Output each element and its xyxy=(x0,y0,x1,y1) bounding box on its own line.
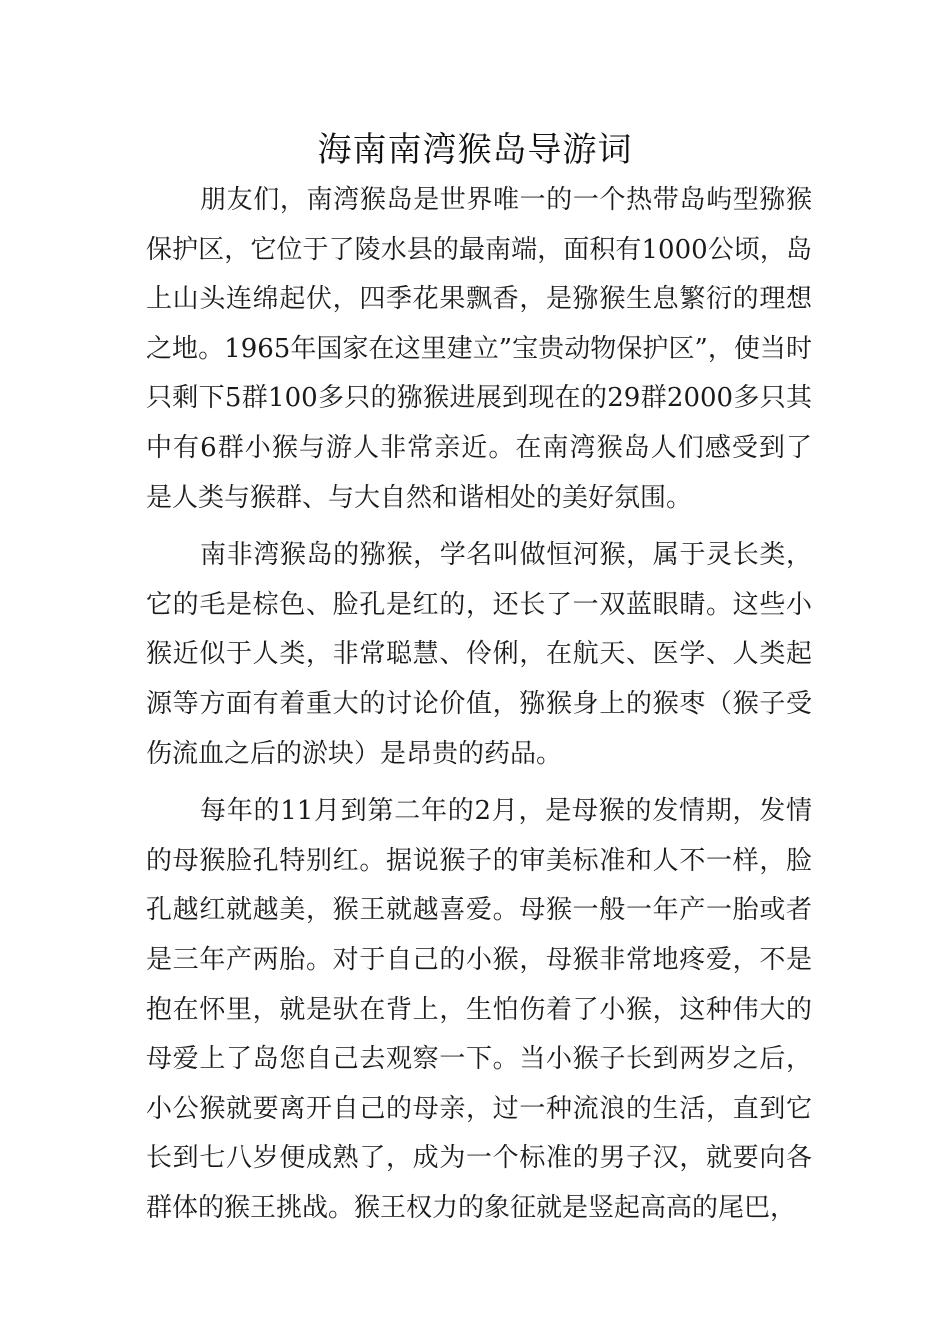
document-title: 海南南湾猴岛导游词 xyxy=(317,130,633,170)
paragraph-1: 朋友们，南湾猴岛是世界唯一的一个热带岛屿型猕猴保护区，它位于了陵水县的最南端，面积有1000公顷，岛上山头连绵起伏，四季花果飘香，是猕猴生息繁衍的理想之地。1965年国家在这里建立”宝贵动物保护区”，使当时只剩下5群100多只的猕猴进展到现在的29群2000多只其中有6群小猴与游人非常亲近。在南湾猴岛人们感受到了是人类与猴群、与大自然和谐相处的美好氛围。 xyxy=(146,185,812,513)
paragraph-3: 每年的11月到第二年的2月，是母猴的发情期，发情的母猴脸孔特别红。据说猴子的审美标准和人不一样，脸孔越红就越美，猴王就越喜爱。母猴一般一年产一胎或者是三年产两胎。对于自己的小猴，母猴非常地疼爱，不是抱在怀里，就是驮在背上，生怕伤着了小猴，这种伟大的母爱上了岛您自己去观察一下。当小猴子长到两岁之后，小公猴就要离开自己的母亲，过一种流浪的生活，直到它长到七八岁便成熟了，成为一个标准的男子汉，就要向各群体的猴王挑战。猴王权力的象征就是竖起高高的尾巴， xyxy=(146,796,812,1223)
paragraph-2: 南非湾猴岛的猕猴，学名叫做恒河猴，属于灵长类，它的毛是棕色、脸孔是红的，还长了一双蓝眼睛。这些小猴近似于人类，非常聪慧、伶俐，在航天、医学、人类起源等方面有着重大的讨论价值，猕猴身上的猴枣（猴子受伤流血之后的淤块）是昂贵的药品。 xyxy=(146,540,812,769)
document-body xyxy=(146,176,812,1233)
